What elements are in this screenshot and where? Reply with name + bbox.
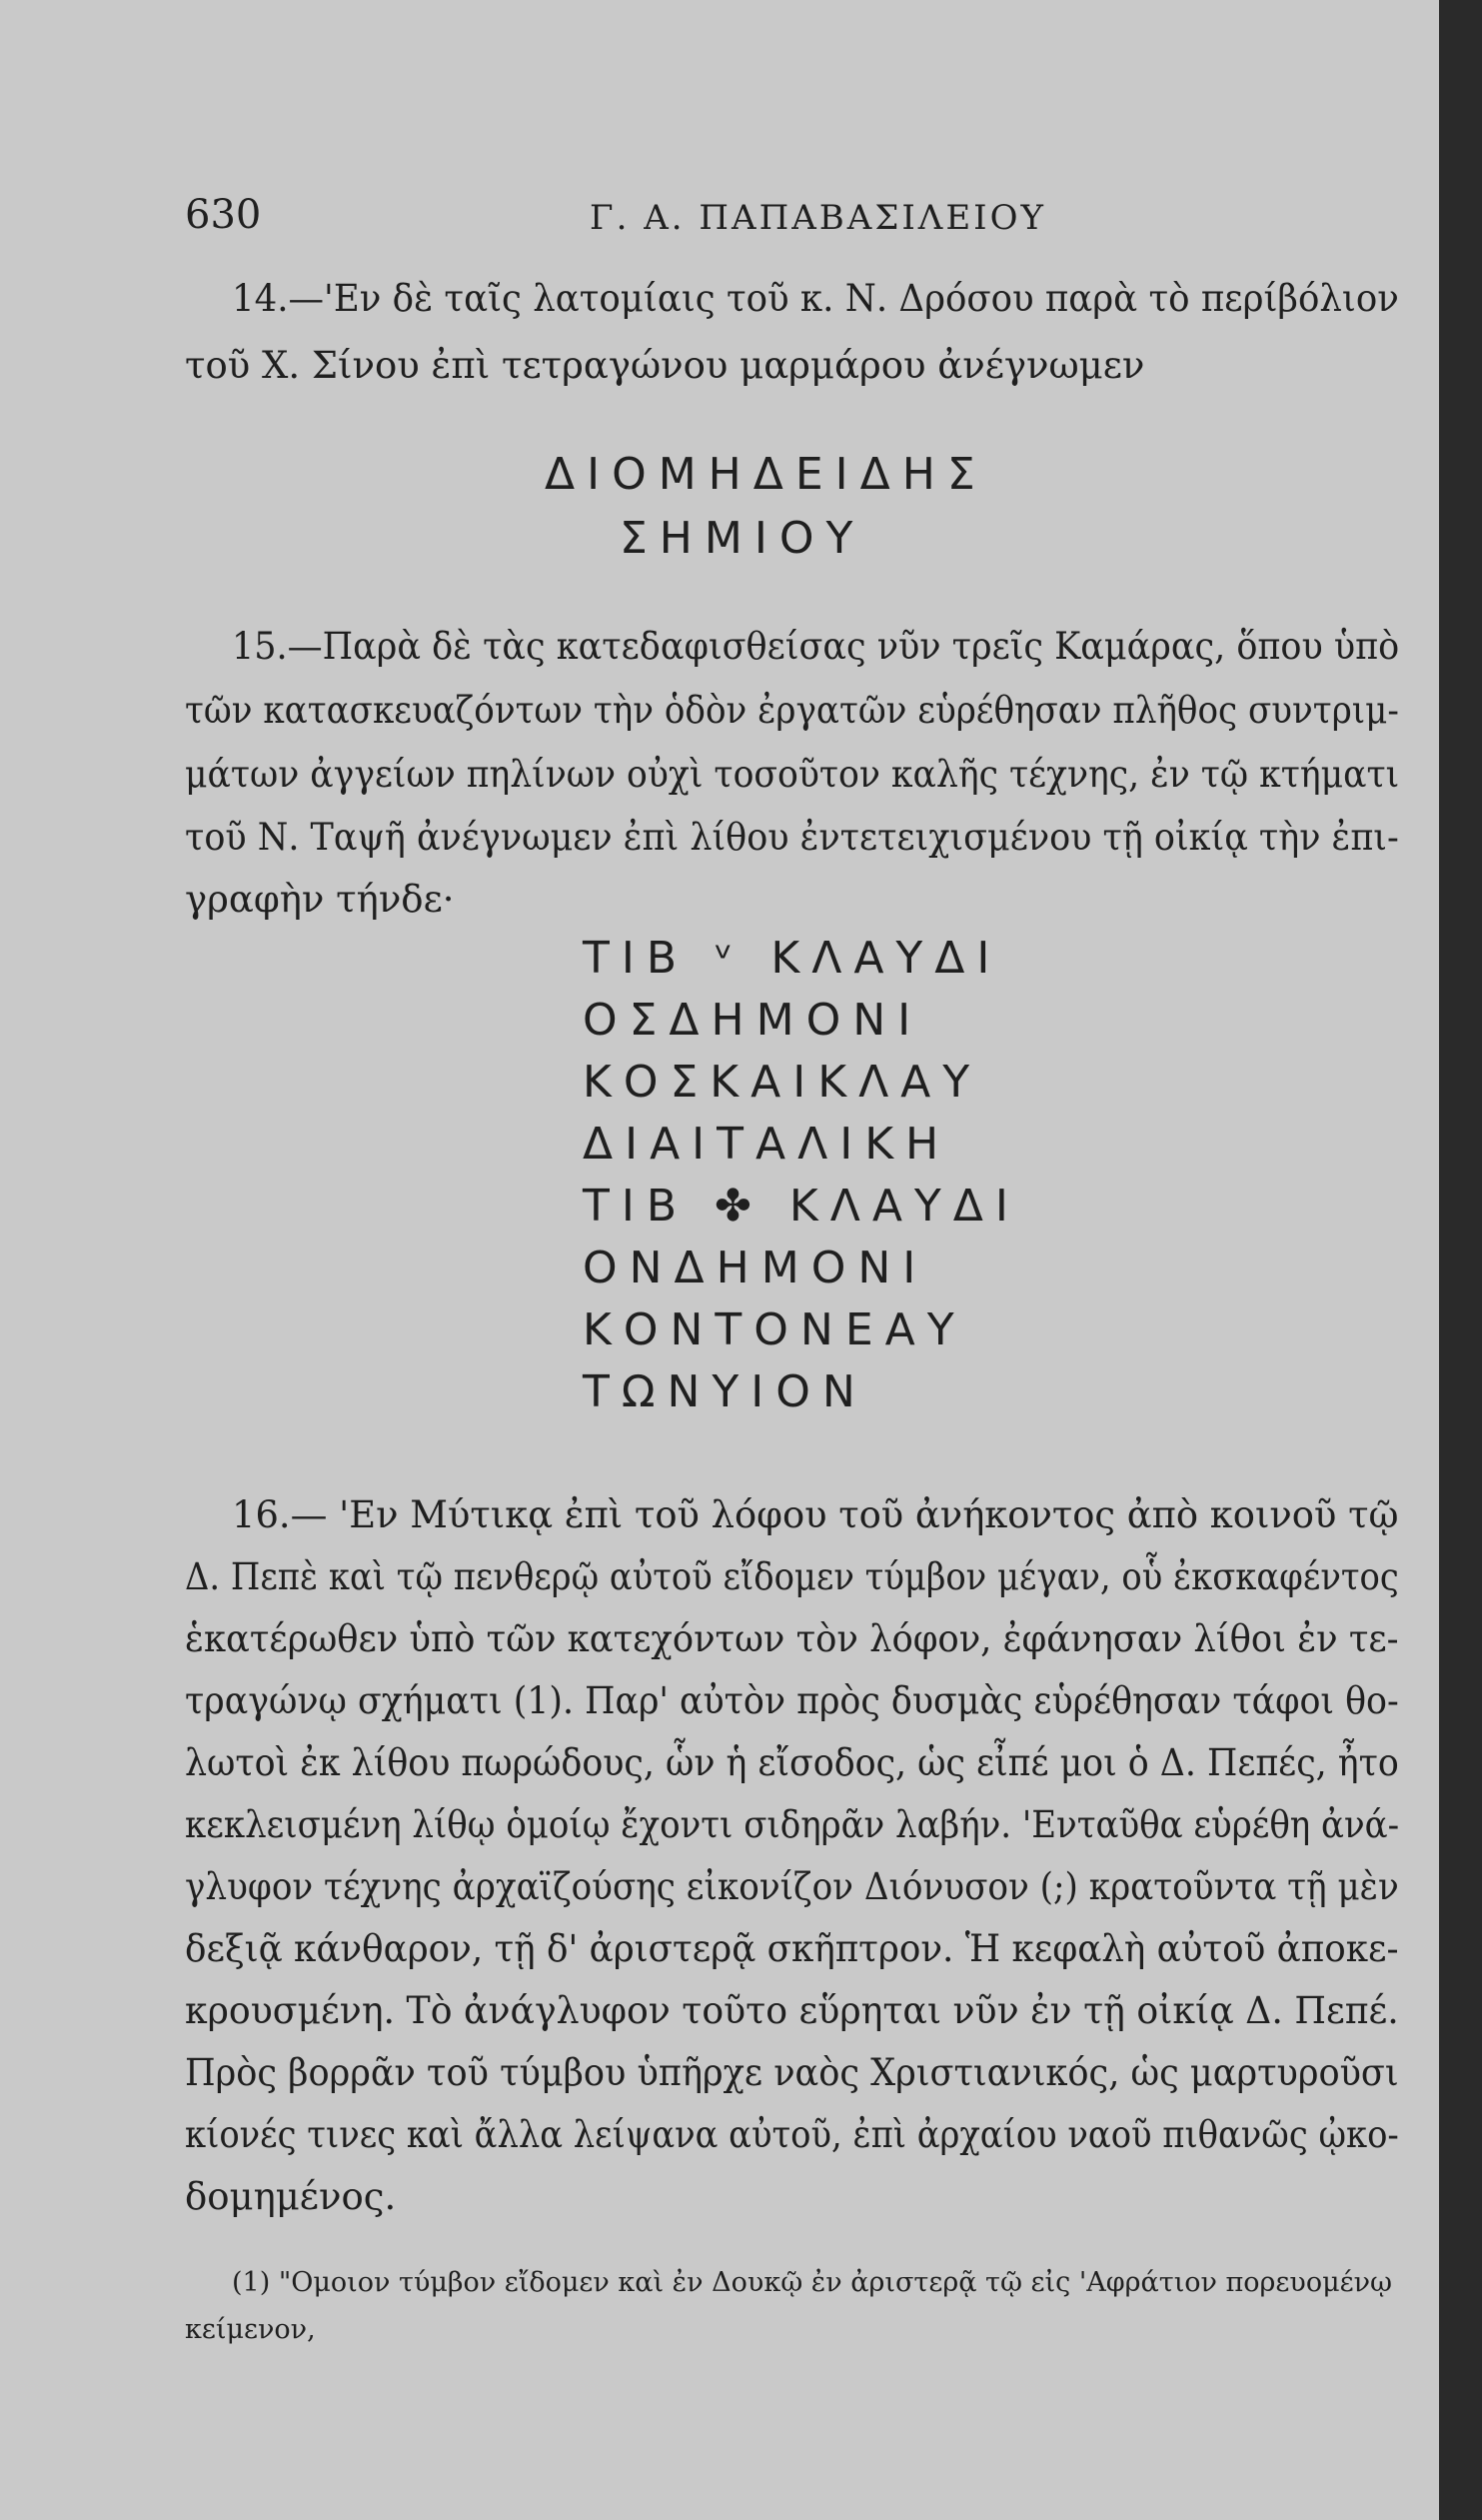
inscription-line: ΟΝΔΗΜΟΝΙ [583, 1243, 928, 1293]
inscription-line: ΚΟΝΤΟΝΕΑΥ [583, 1304, 966, 1355]
footnote-line: κείμενον, [185, 2314, 316, 2345]
section-16-line: ἑκατέρωθεν ὑπὸ τῶν κατεχόντων τὸν λόφον, ἐφάνησαν λίθοι ἐν τε- [185, 1617, 1399, 1660]
section-16-line: κίονές τινες καὶ ἄλλα λείψανα αὐτοῦ, ἐπὶ ἀρχαίου ναοῦ πιθανῶς ᾠκο- [185, 2113, 1399, 2156]
section-16-line: δομημένος. [185, 2175, 397, 2218]
section-15-line: μάτων ἀγγείων πηλίνων οὐχὶ τοσοῦτον καλῆς τέχνης, ἐν τῷ κτήματι [185, 753, 1400, 796]
section-15-line: τοῦ Ν. Ταψῆ ἀνέγνωμεν ἐπὶ λίθου ἐντετειχισμένου τῇ οἰκίᾳ τὴν ἐπι- [185, 816, 1399, 859]
inscription-line: ΤΙΒ ✤ ΚΛΑΥΔΙ [583, 1181, 1020, 1232]
inscription-line: ΟΣΔΗΜΟΝΙ [583, 995, 923, 1046]
section-16-line: Δ. Πεπὲ καὶ τῷ πενθερῷ αὐτοῦ εἴδομεν τύμβον μέγαν, οὗ ἐκσκαφέντος [185, 1555, 1399, 1598]
section-14-line: τοῦ Χ. Σίνου ἐπὶ τετραγώνου μαρμάρου ἀνέγνωμεν [185, 344, 1145, 387]
inscription-line: ΔΙΑΙΤΑΛΙΚΗ [583, 1119, 951, 1170]
section-16-line: γλυφον τέχνης ἀρχαϊζούσης εἰκονίζον Διόνυσον (;) κρατοῦντα τῇ μὲν [185, 1865, 1399, 1908]
section-15-line: γραφὴν τήνδε· [185, 878, 455, 921]
inscription-line: ΤΩΝΥΙΟΝ [583, 1366, 867, 1417]
section-15-line: 15.—Παρὰ δὲ τὰς κατεδαφισθείσας νῦν τρεῖς Καμάρας, ὅπου ὑπὸ [232, 625, 1400, 668]
section-16-line: Πρὸς βορρᾶν τοῦ τύμβου ὑπῆρχε ναὸς Χριστιανικός, ὡς μαρτυροῦσι [185, 2051, 1399, 2094]
section-16-line: κρουσμένη. Τὸ ἀνάγλυφον τοῦτο εὕρηται νῦν ἐν τῇ οἰκίᾳ Δ. Πεπέ. [185, 1989, 1399, 2032]
section-16-line: δεξιᾷ κάνθαρον, τῇ δ' ἀριστερᾷ σκῆπτρον. Ἡ κεφαλὴ αὐτοῦ ἀποκε- [185, 1927, 1399, 1970]
section-16-line: κεκλεισμένη λίθῳ ὁμοίῳ ἔχοντι σιδηρᾶν λαβήν. 'Ενταῦθα εὑρέθη ἀνά- [185, 1803, 1400, 1846]
running-title: Γ. Α. ΠΑΠΑΒΑΣΙΛΕΙΟΥ [590, 198, 1046, 238]
footnote-line: (1) "Ομοιον τύμβον εἴδομεν καὶ ἐν Δουκῷ ἐν ἀριστερᾷ τῷ εἰς 'Αφράτιον πορευομένῳ [232, 2267, 1393, 2298]
page-number: 630 [185, 192, 262, 238]
section-14-line: 14.—'Εν δὲ ταῖς λατομίαις τοῦ κ. Ν. Δρόσου παρὰ τὸ περίβόλιον [232, 277, 1399, 320]
inscription-line: ΔΙΟΜΗΔΕΙΔΗΣ [545, 449, 987, 500]
page-edge [1439, 0, 1482, 2520]
section-16-line: 16.— 'Εν Μύτικᾳ ἐπὶ τοῦ λόφου τοῦ ἀνήκοντος ἀπὸ κοινοῦ τῷ [232, 1493, 1399, 1536]
section-16-line: λωτοὶ ἐκ λίθου πωρώδους, ὧν ἡ εἴσοδος, ὡς εἶπέ μοι ὁ Δ. Πεπές, ἦτο [185, 1741, 1399, 1784]
section-15-line: τῶν κατασκευαζόντων τὴν ὁδὸν ἐργατῶν εὑρέθησαν πλῆθος συντριμ- [185, 689, 1399, 732]
section-16-line: τραγώνῳ σχήματι (1). Παρ' αὐτὸν πρὸς δυσμὰς εὑρέθησαν τάφοι θο- [185, 1679, 1399, 1722]
inscription-line: ΣΗΜΙΟΥ [620, 513, 865, 564]
inscription-line: ΚΟΣΚΑΙΚΛΑΥ [583, 1057, 982, 1108]
inscription-line: ΤΙΒ ᵛ ΚΛΑΥΔΙ [583, 933, 1002, 984]
